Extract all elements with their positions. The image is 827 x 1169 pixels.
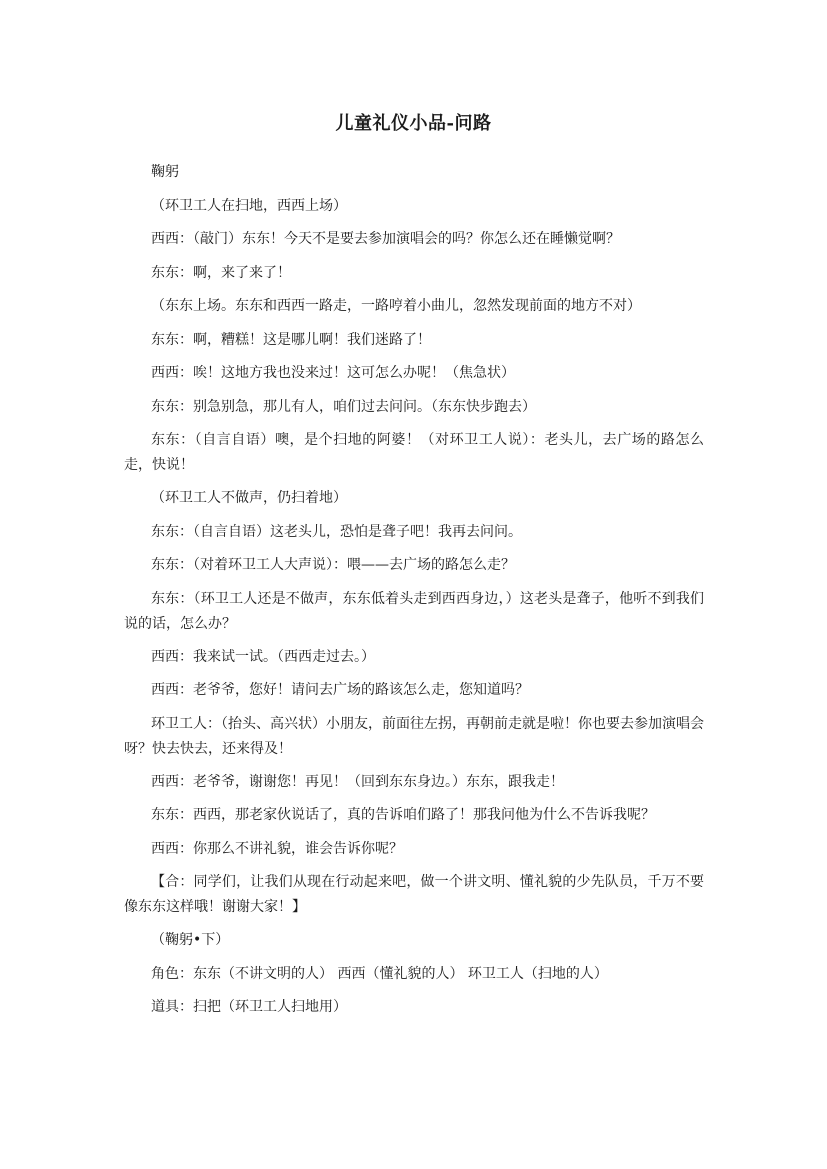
paragraph-stage-direction: （东东上场。东东和西西一路走，一路哼着小曲儿，忽然发现前面的地方不对） [151, 298, 641, 314]
paragraph-dialogue: 环卫工人：（抬头、高兴状）小朋友，前面往左拐，再朝前走就是啦！你也要去参加演唱会呀？快去快去，还来得及！ [124, 715, 704, 757]
document-title: 儿童礼仪小品-问路 [335, 113, 492, 134]
paragraph-stage-direction: （环卫工人在扫地，西西上场） [151, 197, 347, 214]
paragraph-dialogue: 西西：你那么不讲礼貌，谁会告诉你呢？ [151, 840, 403, 857]
paragraph-dialogue: 东东：（环卫工人还是不做声，东东低着头走到西西身边，）这老头是聋子，他听不到我们说的话，怎么办？ [124, 590, 704, 632]
paragraph-dialogue: 西西：老爷爷，谢谢您！再见！（回到东东身边。）东东，跟我走！ [151, 773, 564, 790]
paragraph-dialogue: 东东：（自言自语）这老头儿，恐怕是聋子吧！我再去问问。 [151, 523, 522, 540]
paragraph-dialogue: 东东：西西，那老家伙说话了，真的告诉咱们路了！那我问他为什么不告诉我呢？ [151, 807, 655, 823]
paragraph-bow-exit: （鞠躬•下） [151, 932, 230, 948]
paragraph-dialogue: 西西：我来试一试。（西西走过去。） [151, 648, 375, 665]
paragraph-dialogue: 东东：（自言自语）噢，是个扫地的阿婆！（对环卫工人说）：老头儿，去广场的路怎么走，快说！ [124, 432, 704, 473]
paragraph-dialogue: 西西：（敲门）东东！今天不是要去参加演唱会的吗？你怎么还在睡懒觉啊？ [151, 231, 620, 247]
paragraph-chorus: 【合：同学们，让我们从现在行动起来吧，做一个讲文明、懂礼貌的少先队员，千万不要像东东这样哦！谢谢大家！】 [124, 874, 704, 915]
paragraph-dialogue: 西西：老爷爷，您好！请问去广场的路该怎么走，您知道吗？ [151, 682, 529, 698]
document-body [124, 160, 704, 1029]
paragraph-dialogue: 东东：（对着环卫工人大声说）：喂——去广场的路怎么走？ [151, 557, 515, 573]
paragraph-roles: 角色：东东（不讲文明的人） 西西（懂礼貌的人） 环卫工人（扫地的人） [151, 965, 608, 982]
paragraph-dialogue: 东东：别急别急，那儿有人，咱们过去问问。（东东快步跑去） [151, 398, 536, 415]
paragraph-bow: 鞠躬 [151, 164, 179, 180]
paragraph-props: 道具：扫把（环卫工人扫地用） [151, 999, 347, 1015]
paragraph-dialogue: 东东：啊，来了来了！ [151, 264, 291, 281]
paragraph-dialogue: 东东：啊，糟糕！这是哪儿啊！我们迷路了！ [151, 331, 431, 348]
paragraph-dialogue: 西西：唉！这地方我也没来过！这可怎么办呢！（焦急状） [151, 365, 515, 381]
paragraph-stage-direction: （环卫工人不做声，仍扫着地） [151, 490, 347, 506]
